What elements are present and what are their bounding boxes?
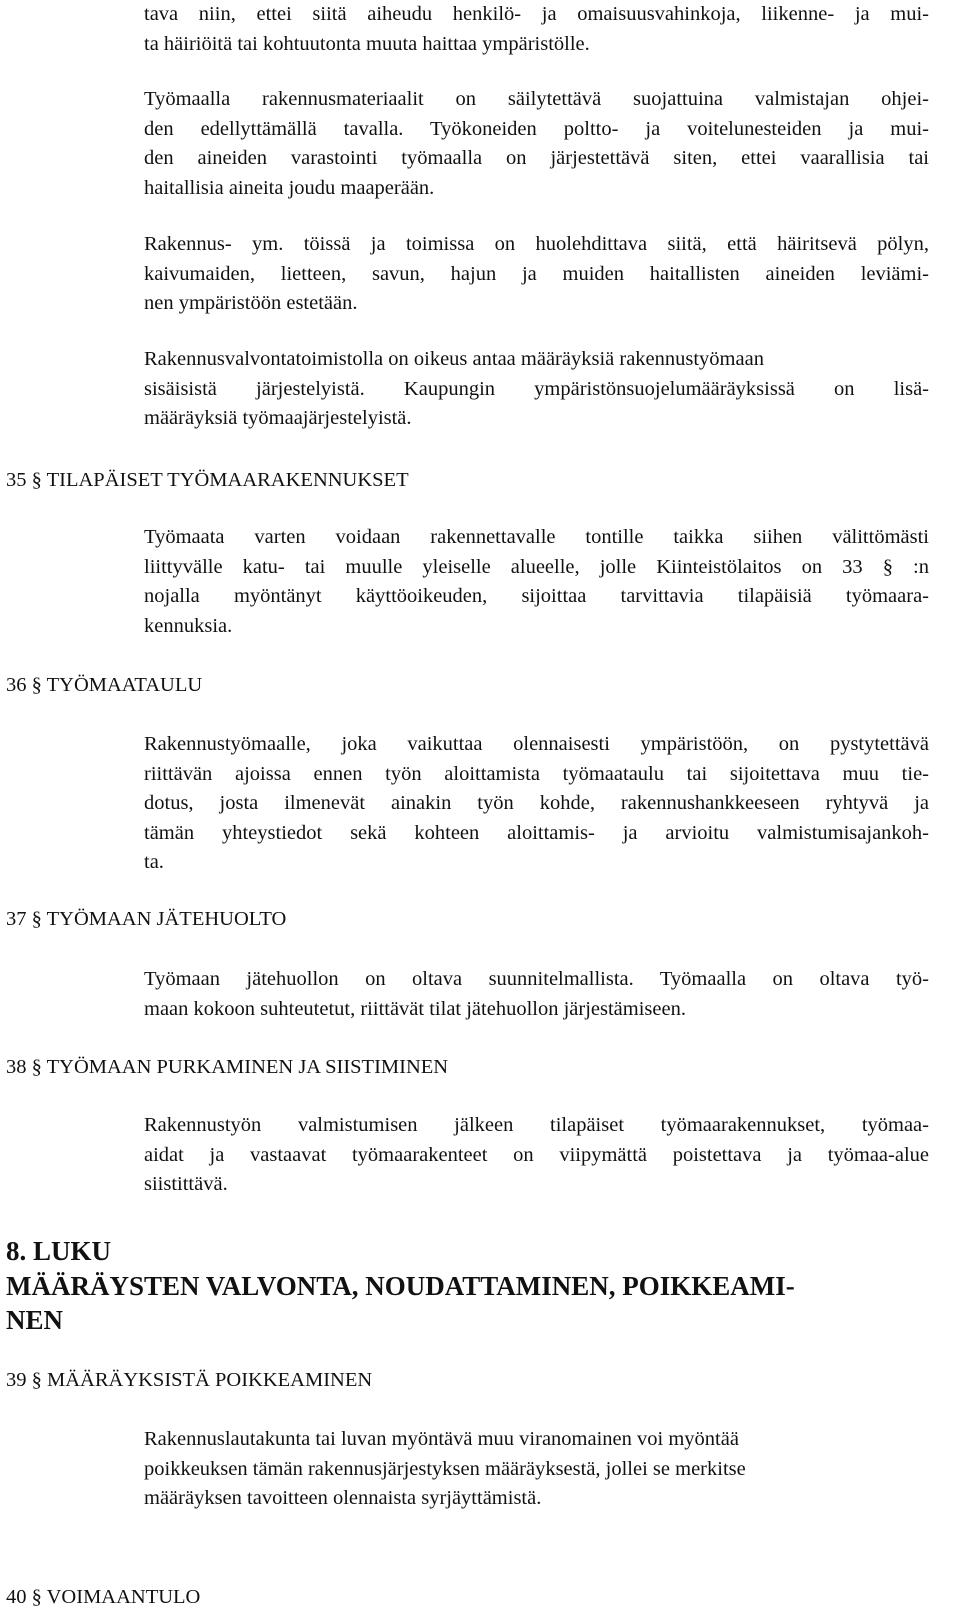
chapter-title-line-2: NEN	[6, 1305, 64, 1335]
paragraph-site-cleanup	[144, 1111, 944, 1200]
text-line: dotus, josta ilmenevät ainakin työn kohde, rakennushankkeeseen ryhtyvä ja	[144, 792, 929, 814]
paragraph-waste-management	[144, 965, 944, 1024]
text-line: maan kokoon suhteutetut, riittävät tilat jätehuollon järjestämiseen.	[144, 997, 686, 1020]
section-heading-35: 35 § TILAPÄISET TYÖMAARAKENNUKSET	[6, 469, 409, 491]
text-line: tava niin, ettei siitä aiheudu henkilö- ja omaisuusvahinkoja, liikenne- ja mui-	[144, 3, 929, 25]
paragraph-dust-prevention	[144, 230, 944, 319]
section-heading-38: 38 § TYÖMAAN PURKAMINEN JA SIISTIMINEN	[6, 1056, 449, 1078]
text-line: määräyksen tavoitteen olennaista syrjäyttämistä.	[144, 1487, 542, 1509]
paragraph-temporary-buildings	[144, 523, 944, 641]
text-line: sisäisistä järjestelyistä. Kaupungin ympäristönsuojelumääräyksissä on lisä-	[144, 377, 929, 400]
text-line: Rakennuslautakunta tai luvan myöntävä muu viranomainen voi myöntää	[144, 1428, 739, 1450]
text-line: Rakennustyömaalle, joka vaikuttaa olennaisesti ympäristöön, on pystytettävä	[144, 733, 929, 755]
text-line: Työmaan jätehuollon on oltava suunnitelmallista. Työmaalla on oltava työ-	[144, 968, 929, 990]
section-heading-36: 36 § TYÖMAATAULU	[6, 674, 203, 696]
text-line: nojalla myöntänyt käyttöoikeuden, sijoittaa tarvittavia tilapäisiä työmaara-	[144, 585, 929, 607]
text-line: Rakennustyön valmistumisen jälkeen tilapäiset työmaarakennukset, työmaa-	[144, 1114, 929, 1136]
text-line: kaivumaiden, lietteen, savun, hajun ja muiden haitallisten aineiden leviämi-	[144, 262, 929, 285]
text-line: riittävän ajoissa ennen työn aloittamista työmaataulu tai sijoitettava muu tie-	[144, 762, 929, 785]
text-line: Työmaalla rakennusmateriaalit on säilytettävä suojattuina valmistajan ohjei-	[144, 88, 929, 110]
text-line: haitallisia aineita joudu maaperään.	[144, 176, 435, 199]
paragraph-building-control	[144, 345, 944, 434]
section-heading-40: 40 § VOIMAANTULO	[6, 1586, 201, 1608]
text-line: liittyvälle katu- tai muulle yleiselle alueelle, jolle Kiinteistölaitos on 33 § :n	[144, 555, 929, 578]
text-line: Rakennus- ym. töissä ja toimissa on huolehdittava siitä, että häiritsevä pölyn,	[144, 233, 929, 255]
chapter-title-line-1: MÄÄRÄYSTEN VALVONTA, NOUDATTAMINEN, POIKKEAMI-	[6, 1271, 795, 1301]
text-line: tämän yhteystiedot sekä kohteen aloittamis- ja arvioitu valmistumisajankoh-	[144, 821, 929, 844]
paragraph-material-storage	[144, 85, 944, 203]
text-line: nen ympäristöön estetään.	[144, 292, 358, 314]
text-line: kennuksia.	[144, 614, 233, 637]
text-line: ta häiriöitä tai kohtuutonta muuta haittaa ympäristölle.	[144, 32, 590, 55]
section-heading-37: 37 § TYÖMAAN JÄTEHUOLTO	[6, 908, 287, 930]
paragraph-site-board	[144, 730, 944, 878]
paragraph-exemptions	[144, 1425, 944, 1514]
text-line: ta.	[144, 851, 164, 873]
chapter-number: 8. LUKU	[6, 1236, 112, 1266]
paragraph-site-safety	[144, 0, 944, 59]
text-line: siistittävä.	[144, 1173, 228, 1195]
text-line: määräyksiä työmaajärjestelyistä.	[144, 407, 412, 429]
text-line: den aineiden varastointi työmaalla on järjestettävä siten, ettei vaarallisia tai	[144, 147, 929, 169]
text-line: aidat ja vastaavat työmaarakenteet on viipymättä poistettava ja työmaa-alue	[144, 1143, 929, 1166]
text-line: poikkeuksen tämän rakennusjärjestyksen määräyksestä, jollei se merkitse	[144, 1457, 746, 1480]
text-line: den edellyttämällä tavalla. Työkoneiden poltto- ja voitelunesteiden ja mui-	[144, 117, 929, 140]
section-heading-39: 39 § MÄÄRÄYKSISTÄ POIKKEAMINEN	[6, 1369, 373, 1391]
text-line: Rakennusvalvontatoimistolla on oikeus antaa määräyksiä rakennustyömaan	[144, 348, 764, 370]
text-line: Työmaata varten voidaan rakennettavalle tontille taikka siihen välittömästi	[144, 526, 929, 548]
